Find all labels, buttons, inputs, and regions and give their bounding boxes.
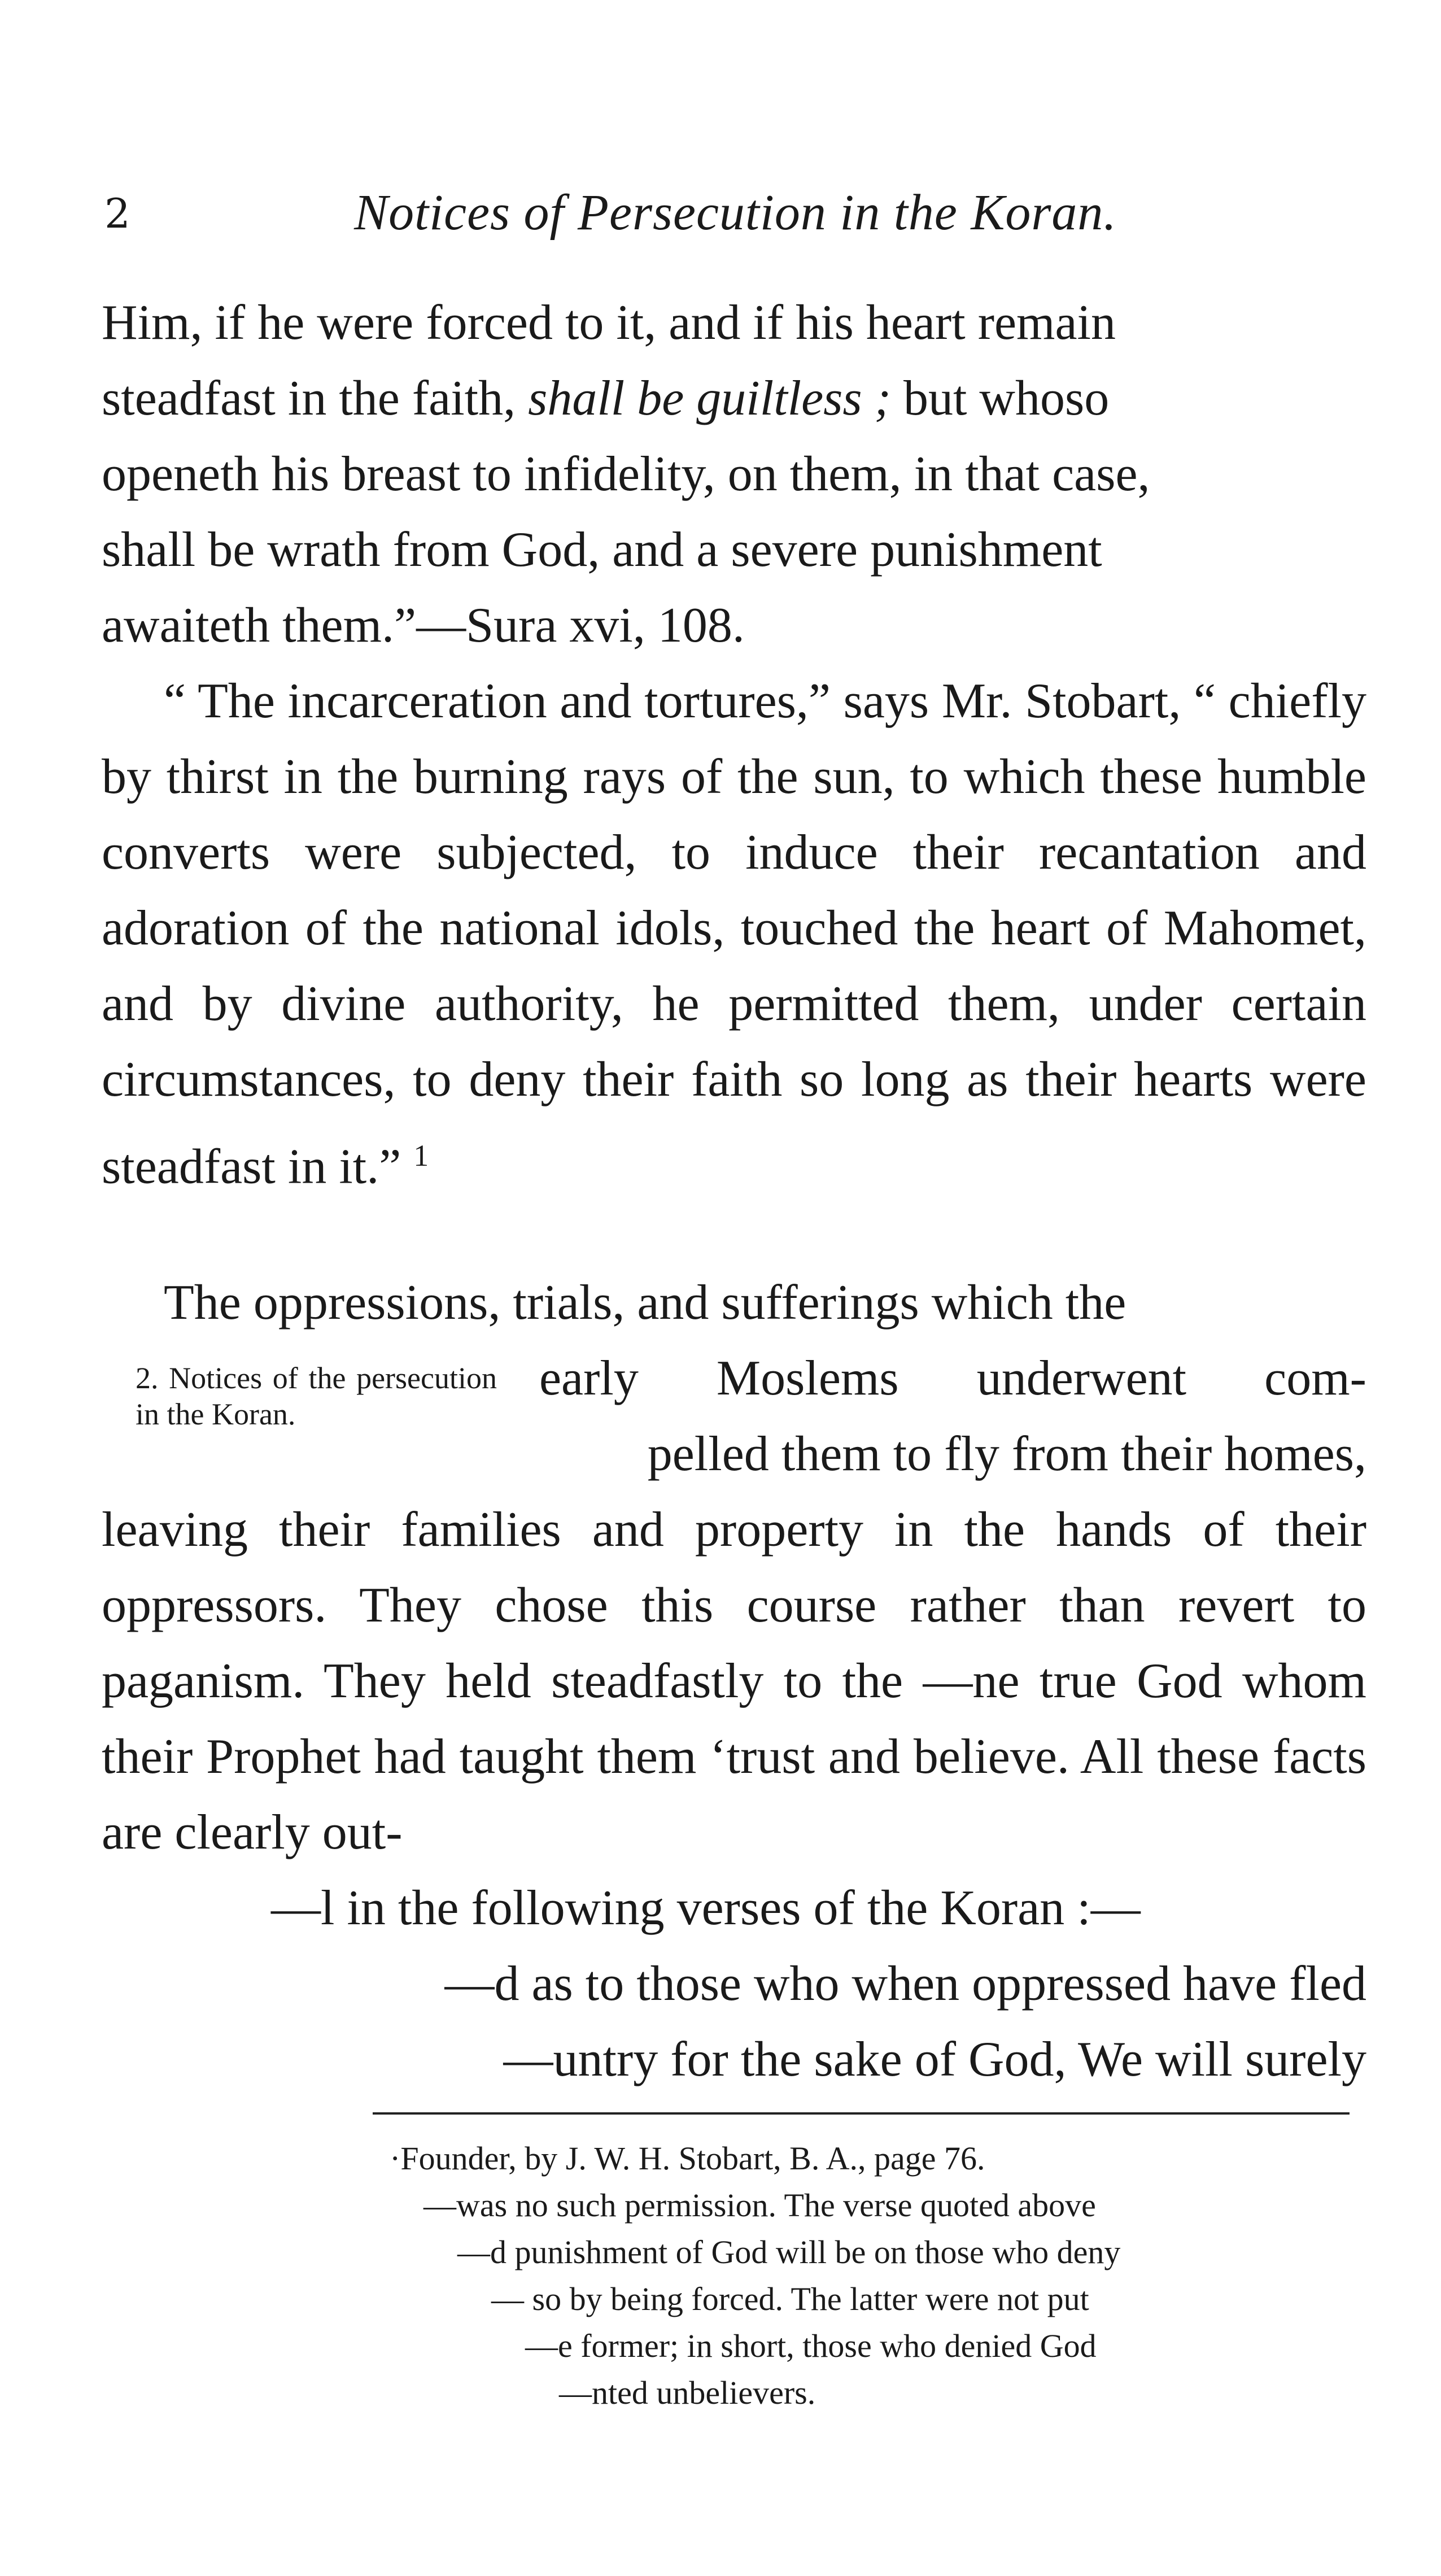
quote-line: —d as to those who when oppressed have fled [444,1956,1366,2011]
side-line-1: early Moslems underwent com- [539,1351,1366,1406]
footnotes [390,2135,1350,2416]
page-header [104,182,1366,255]
text-line: —l in the following verses of the Koran :— [271,1881,1141,1936]
footnote-line: ·Founder, by J. W. H. Stobart, B. A., page 76. [390,2140,985,2177]
paragraph-3-rest: leaving their families and property in the hands of their oppressors. They chose this course rather than revert to paganism. They held steadfastly to the —ne true God whom their Prophet had taught them ‘trust and believe. All these facts are clearly out- —l in the following verses of the Koran :— —d as to those who when oppressed have fled —untry for the sake of God, We will surely [102,1492,1366,2098]
footnote-rule [373,2112,1350,2115]
text-line: awaiteth them.”—Sura xvi, 108. [102,598,745,653]
paragraph-3-first-line: The oppressions, trials, and sufferings which the [164,1275,1126,1330]
footnote-line: —nted unbelievers. [559,2374,816,2411]
quote-text: “ The incarceration and tortures,” says Mr. Stobart, “ chiefly by thirst in the burning rays of the sun, to which these humble converts were subjected, to induce their recantation and adoration of the national idols, touched the heart of Mahomet, and by divine authority, he permitted them, under certain circumstances, to deny their faith so long as their hearts were steadfast in it.” [102,674,1366,1195]
footnote-line: —d punishment of God will be on those who deny [457,2234,1121,2270]
italic-phrase: shall be guiltless ; [528,371,891,426]
text-line: Him, if he were forced to it, and if his heart remain [102,295,1116,350]
text-line: shall be wrath from God, and a severe punishment [102,522,1102,577]
page-number: 2 [104,190,130,237]
text-line: steadfast in the faith, shall be guiltless ; but whoso [102,371,1110,426]
footnote-line: —was no such permission. The verse quoted above [423,2187,1096,2224]
side-line-2: pelled them to fly from their homes, [647,1427,1366,1481]
footnote-line: — so by being forced. The latter were not put [491,2281,1089,2317]
quote-line: —untry for the sake of God, We will surely [503,2032,1366,2087]
text-line: openeth his breast to infidelity, on them, in that case, [102,447,1150,502]
paragraph-1 [102,285,1366,664]
paragraph-2 [102,664,1366,1205]
running-title: Notices of Persecution in the Koran. [354,185,1117,241]
margin-note: 2. Notices of the persecution in the Koran. [136,1361,497,1431]
footnote-ref: 1 [413,1139,429,1173]
footnote-line: —e former; in short, those who denied God [525,2327,1097,2364]
